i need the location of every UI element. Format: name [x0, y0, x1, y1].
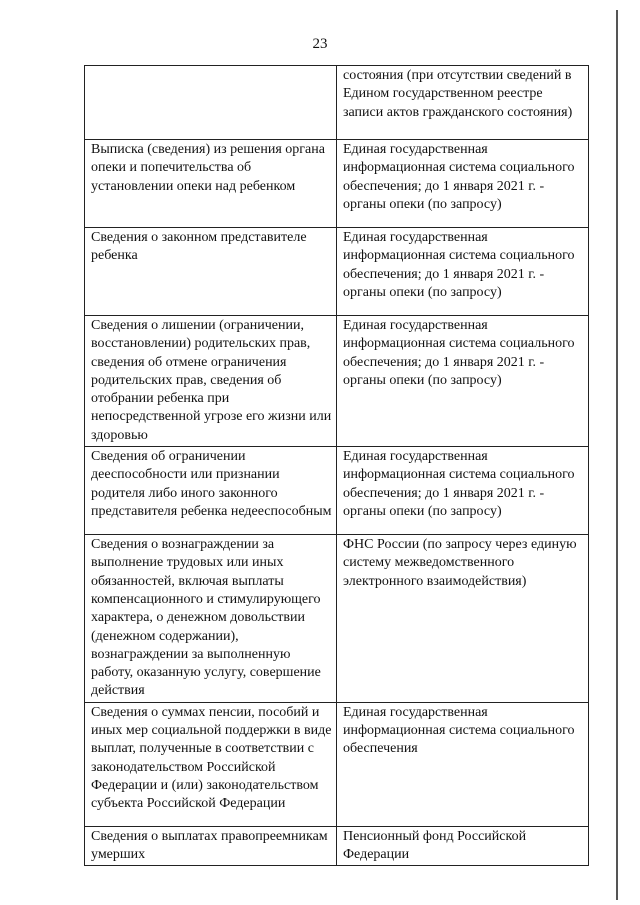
source-text: Пенсионный фонд Российской Федерации	[343, 828, 527, 863]
document-name-cell	[85, 702, 337, 826]
document-name-text: Сведения о выплатах правопреемникам умерших	[91, 828, 328, 863]
page-number: 23	[312, 36, 328, 52]
document-name-text: Сведения о лишении (ограничении, восстановлении) родительских прав, сведения об отмене ограничения родительских прав, сведения об отобрании ребенка при непосредственной угрозе его жизни или здоровью	[91, 318, 332, 443]
source-text: Единая государственная информационная система социального обеспечения; до 1 января 2021 г. - органы опеки (по запросу)	[343, 230, 575, 300]
scan-edge-line	[616, 10, 618, 900]
source-cell	[337, 228, 589, 316]
document-name-cell	[85, 316, 337, 447]
source-cell	[337, 66, 589, 140]
table-row	[85, 826, 589, 866]
source-cell	[337, 140, 589, 228]
document-name-cell	[85, 826, 337, 866]
table-row	[85, 702, 589, 826]
document-table	[84, 65, 589, 866]
table-row	[85, 228, 589, 316]
document-name-text: Сведения о суммах пенсии, пособий и иных мер социальной поддержки в виде выплат, полученные в соответствии с законодательством Российской Федерации и (или) законодательством субъекта Российской Федерации	[91, 704, 332, 812]
source-text: Единая государственная информационная система социального обеспечения; до 1 января 2021 г. - органы опеки (по запросу)	[343, 142, 575, 212]
document-name-cell	[85, 535, 337, 703]
source-text: Единая государственная информационная система социального обеспечения	[343, 704, 575, 757]
source-cell	[337, 447, 589, 535]
table-row	[85, 447, 589, 535]
source-cell	[337, 826, 589, 866]
source-text: Единая государственная информационная система социального обеспечения; до 1 января 2021 г. - органы опеки (по запросу)	[343, 449, 575, 519]
table-row	[85, 316, 589, 447]
source-text: ФНС России (по запросу через единую систему межведомственного электронного взаимодействия)	[343, 537, 577, 589]
document-name-text: Сведения о вознаграждении за выполнение трудовых или иных обязанностей, включая выплаты компенсационного и стимулирующего характера, о денежном довольствии (денежном содержании), вознаграждении за выполненную работу, оказанную услугу, совершение действия	[91, 537, 321, 699]
document-name-cell	[85, 140, 337, 228]
source-cell	[337, 316, 589, 447]
document-name-text: Сведения о законном представителе ребенка	[91, 230, 307, 264]
table-row	[85, 535, 589, 703]
document-name-text: Сведения об ограничении дееспособности или признании родителя либо иного законного представителя ребенка недееспособным	[91, 449, 332, 519]
source-cell	[337, 535, 589, 703]
table-row	[85, 66, 589, 140]
source-text: Единая государственная информационная система социального обеспечения; до 1 января 2021 г. - органы опеки (по запросу)	[343, 318, 575, 388]
document-name-cell	[85, 66, 337, 140]
source-text: состояния (при отсутствии сведений в Едином государственном реестре записи актов гражданского состояния)	[343, 68, 573, 120]
table-row	[85, 140, 589, 228]
document-name-cell	[85, 228, 337, 316]
document-name-cell	[85, 447, 337, 535]
source-cell	[337, 702, 589, 826]
document-name-text: Выписка (сведения) из решения органа опеки и попечительства об установлении опеки над ребенком	[91, 142, 325, 194]
